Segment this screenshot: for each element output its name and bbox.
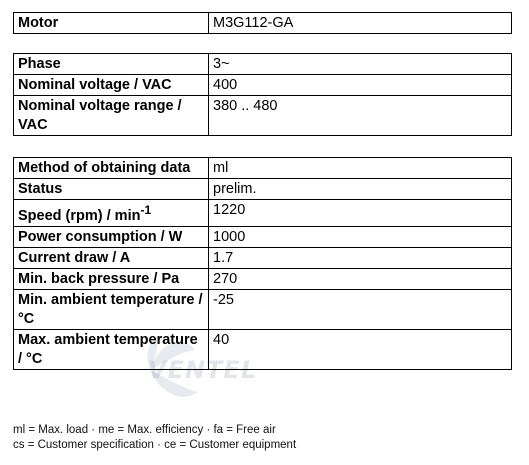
table-row (14, 226, 512, 247)
row-key: Min. ambient temperature / °C (14, 289, 209, 329)
table-row (14, 96, 512, 136)
row-value: ml (209, 158, 512, 179)
table-row (14, 54, 512, 75)
row-value: 3~ (209, 54, 512, 75)
table-row (14, 247, 512, 268)
row-value: 400 (209, 75, 512, 96)
row-value: 380 .. 480 (209, 96, 512, 136)
performance-table (13, 157, 512, 370)
table-row (14, 268, 512, 289)
row-key: Min. back pressure / Pa (14, 268, 209, 289)
row-key: Nominal voltage / VAC (14, 75, 209, 96)
row-value: 1.7 (209, 247, 512, 268)
footnote-line: ml = Max. load · me = Max. efficiency · fa = Free air (13, 424, 276, 436)
table-row (14, 13, 512, 34)
footnote-line: cs = Customer specification · ce = Customer equipment (13, 439, 297, 451)
table-row (14, 75, 512, 96)
row-value: 1000 (209, 226, 512, 247)
speed-label: Speed (rpm) / min (18, 207, 141, 224)
row-value: 1220 (209, 200, 512, 227)
electrical-table (13, 53, 512, 136)
table-row (14, 200, 512, 227)
motor-table (13, 12, 512, 34)
row-value: -25 (209, 289, 512, 329)
row-value: 270 (209, 268, 512, 289)
table-row (14, 158, 512, 179)
row-key (14, 200, 209, 227)
table-row (14, 179, 512, 200)
row-value: M3G112-GA (209, 13, 512, 34)
row-key: Method of obtaining data (14, 158, 209, 179)
footnotes (13, 423, 296, 453)
row-value: prelim. (209, 179, 512, 200)
row-key: Phase (14, 54, 209, 75)
watermark-logo-text: VENTEL (148, 356, 258, 384)
row-value: 40 (209, 329, 512, 369)
table-row (14, 289, 512, 329)
row-key: Power consumption / W (14, 226, 209, 247)
row-key: Nominal voltage range / VAC (14, 96, 209, 136)
row-key: Motor (14, 13, 209, 34)
row-key: Status (14, 179, 209, 200)
row-key: Current draw / A (14, 247, 209, 268)
table-row (14, 329, 512, 369)
row-key: Max. ambient temperature / °C (14, 329, 209, 369)
speed-unit-exponent: -1 (140, 203, 152, 217)
